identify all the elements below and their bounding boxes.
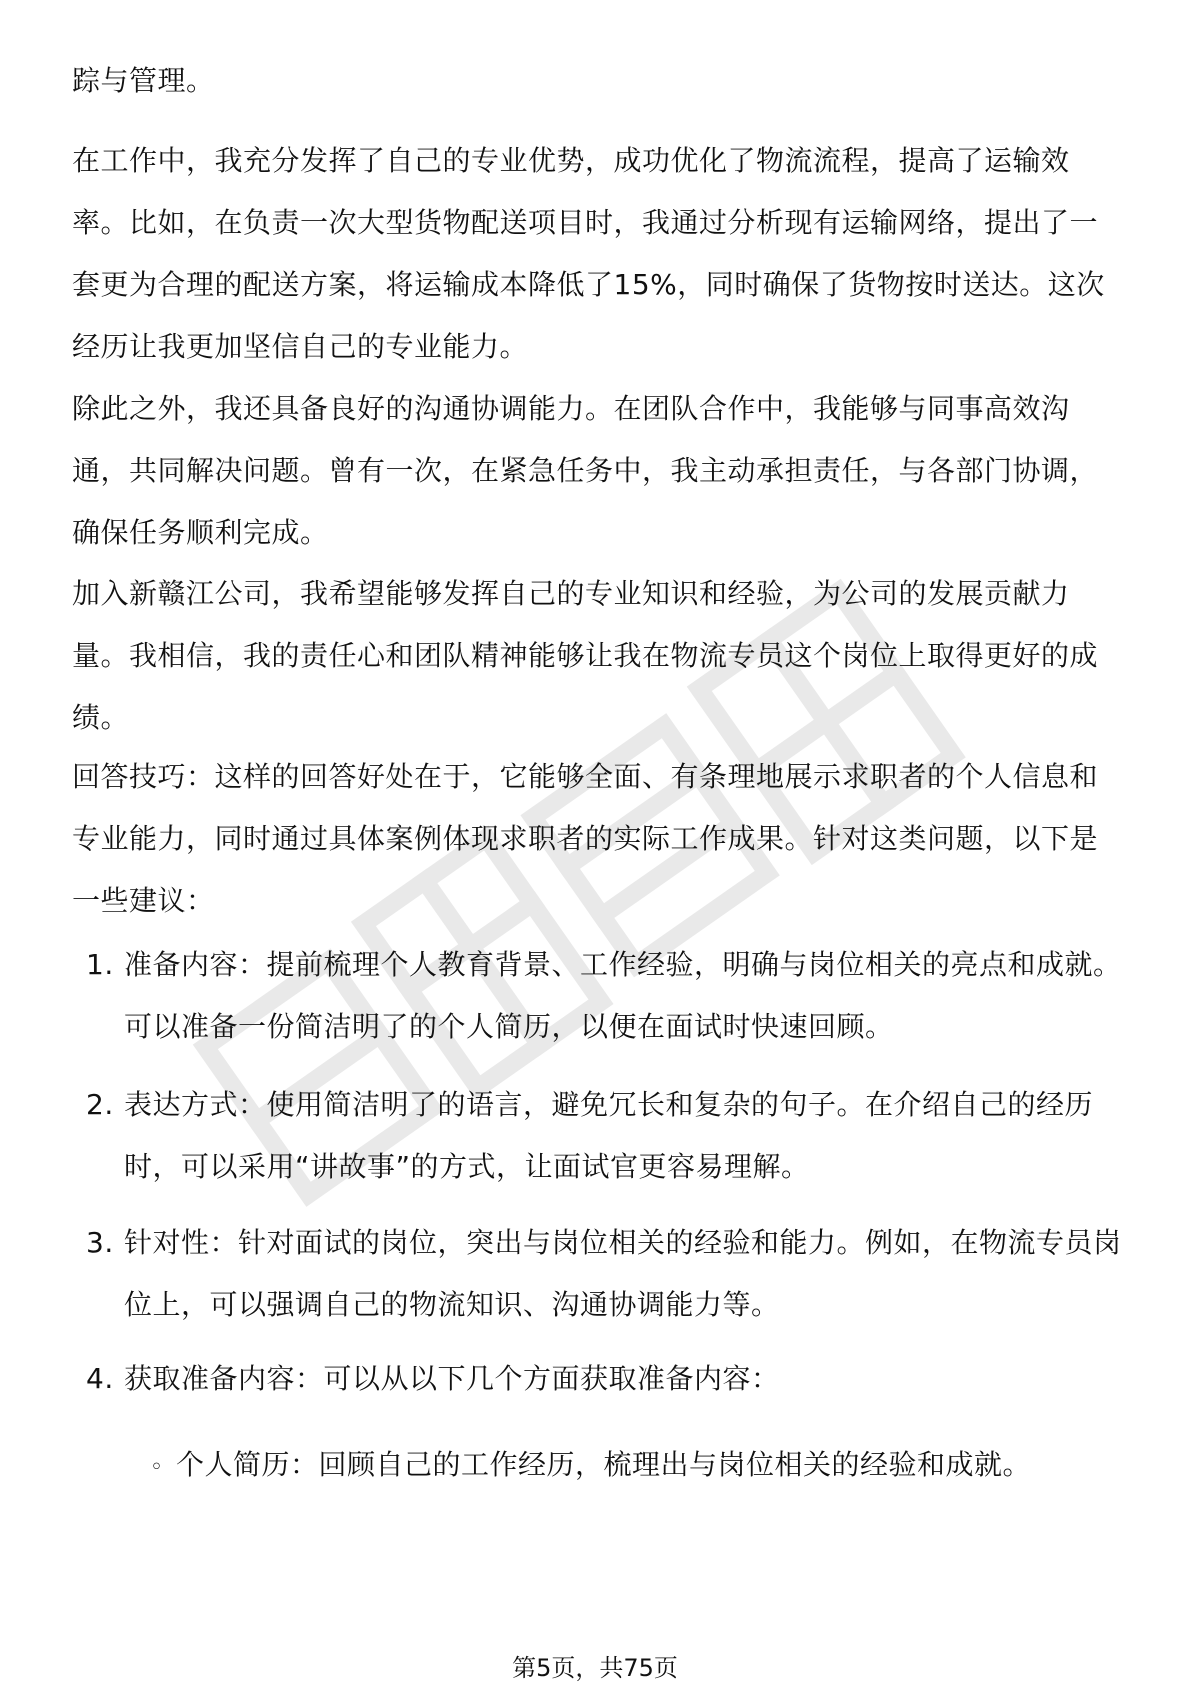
bullet-icon: ◦: [150, 1455, 164, 1480]
list-number: 2.: [86, 1088, 114, 1121]
list-item: [72, 1074, 1122, 1198]
sub-list-item: [150, 1434, 1100, 1499]
list-number: 3.: [86, 1226, 114, 1259]
list-number: 4.: [86, 1362, 114, 1395]
paragraph: 回答技巧：这样的回答好处在于，它能够全面、有条理地展示求职者的个人信息和专业能力，同时通过具体案例体现求职者的实际工作成果。针对这类问题，以下是一些建议：: [72, 760, 1099, 917]
list-item: [72, 1348, 1122, 1410]
list-text: 表达方式：使用简洁明了的语言，避免冗长和复杂的句子。在介绍自己的经历时，可以采用“讲故事”的方式，让面试官更容易理解。: [124, 1088, 1094, 1183]
paragraph: 在工作中，我充分发挥了自己的专业优势，成功优化了物流流程，提高了运输效率。比如，在负责一次大型货物配送项目时，我通过分析现有运输网络，提出了一套更为合理的配送方案，将运输成本降低了15%，同时确保了货物按时送达。这次经历让我更加坚信自己的专业能力。: [72, 144, 1105, 363]
list-item: [72, 934, 1122, 1058]
paragraph: 踪与管理。: [72, 64, 215, 97]
page-footer: 第5页，共75页: [512, 1654, 678, 1682]
list-text: 获取准备内容：可以从以下几个方面获取准备内容：: [124, 1362, 780, 1395]
list-text: 针对性：针对面试的岗位，突出与岗位相关的经验和能力。例如，在物流专员岗位上，可以强调自己的物流知识、沟通协调能力等。: [124, 1226, 1122, 1321]
paragraph: 除此之外，我还具备良好的沟通协调能力。在团队合作中，我能够与同事高效沟通，共同解决问题。曾有一次，在紧急任务中，我主动承担责任，与各部门协调，确保任务顺利完成。: [72, 392, 1099, 549]
list-text: 准备内容：提前梳理个人教育背景、工作经验，明确与岗位相关的亮点和成就。可以准备一份简洁明了的个人简历，以便在面试时快速回顾。: [124, 948, 1122, 1043]
sub-list-text: 个人简历：回顾自己的工作经历，梳理出与岗位相关的经验和成就。: [176, 1448, 1032, 1481]
list-number: 1.: [86, 948, 114, 981]
list-item: [72, 1212, 1122, 1336]
paragraph: 加入新赣江公司，我希望能够发挥自己的专业知识和经验，为公司的发展贡献力量。我相信，我的责任心和团队精神能够让我在物流专员这个岗位上取得更好的成绩。: [72, 577, 1099, 734]
